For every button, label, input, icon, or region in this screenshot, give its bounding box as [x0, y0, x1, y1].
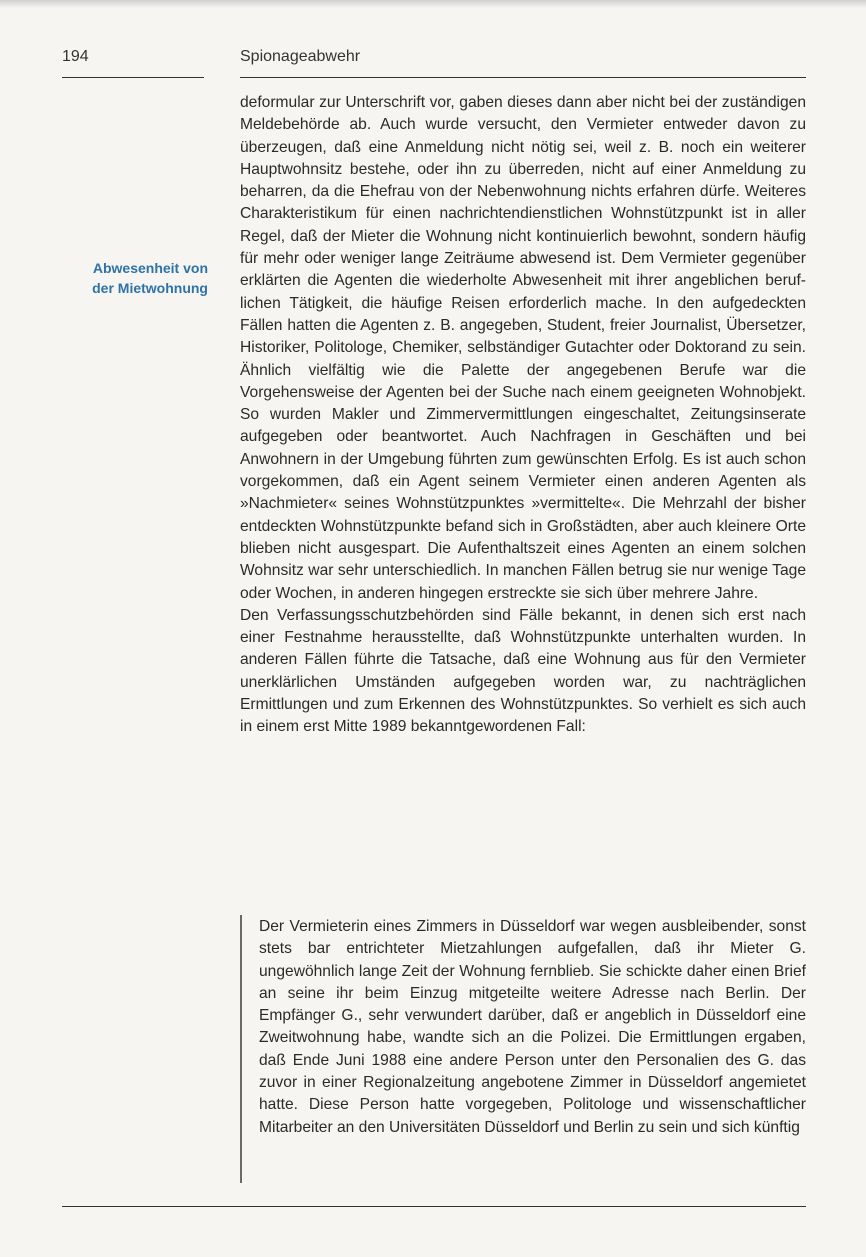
header-rule-right — [240, 77, 806, 78]
marginal-note-line2: der Mietwohnung — [92, 280, 208, 296]
case-example — [259, 916, 806, 1139]
case-example-bar — [240, 915, 242, 1183]
case-example-text: Der Vermieterin eines Zimmers in Düsseldorf war wegen ausbleibender, sonst stets bar entrichteter Mietzahlungen aufgefallen, daß ihr Mieter G. ungewöhnlich lange Zeit der Wohnung fernblieb. Sie schickte daher einen Brief an seine ihr beim Einzug mitgeteilte weitere Adresse nach Berlin. Der Empfänger G., sehr verwundert darüber, daß er angeblich in Düsseldorf eine Zweitwohnung habe, wandte sich an die Polizei. Die Ermittlungen ergaben, daß Ende Juni 1988 eine andere Person unter den Personalien des G. das zuvor in einer Regionalzeitung angebotene Zimmer in Düsseldorf angemietet hatte. Diese Person hatte vorgegeben, Politologe und wissenschaftlicher Mitarbeiter an den Universitäten Düsseldorf und Berlin zu sein und sich künftig — [259, 918, 806, 1136]
scan-edge-shade — [0, 0, 866, 8]
body-paragraph-1: deformular zur Unterschrift vor, gaben dieses dann aber nicht bei der zuständigen Meldebehörde ab. Auch wurde versucht, den Vermieter entweder davon zu überzeugen, daß eine Anmeldung nicht nötig sei, weil z. B. noch ein weiterer Hauptwohnsitz bestehe, oder ihn zu überreden, nicht auf einer Anmeldung zu beharren, da die Ehefrau von der Nebenwohnung nichts erfahren dürfe. Weiteres Charakteristikum für einen nachrichtendienstlichen Wohnstützpunkt ist in aller Regel, daß der Mieter die Wohnung nicht kontinuierlich bewohnt, sondern häufig für mehr oder weniger lange Zeiträume abwesend ist. Dem Vermieter gegenüber erklärten die Agenten die wiederholte Abwesenheit mit ihrer angeblichen beruflichen Tätigkeit, die häufige Reisen erforderlich mache. In den aufgedeckten Fällen hatten die Agenten z. B. angegeben, Student, freier Journalist, Übersetzer, Historiker, Politologe, Chemiker, selbständiger Gutachter oder Doktorand zu sein. Ähnlich vielfältig wie die Palette der angegebenen Berufe war die Vorgehensweise der Agenten bei der Suche nach einem geeigneten Wohnobjekt. So wurden Makler und Zimmervermittlungen eingeschaltet, Zeitungsinserate aufgegeben oder beantwortet. Auch Nachfragen in Geschäften und bei Anwohnern in der Umgebung führten zum gewünschten Erfolg. Es ist auch schon vorgekommen, daß ein Agent seinem Vermieter einen anderen Agenten als »Nachmieter« seines Wohnstützpunktes »vermittelte«. Die Mehrzahl der bisher entdeckten Wohnstützpunkte befand sich in Großstädten, aber auch kleinere Orte blieben nicht ausgespart. Die Aufenthaltszeit eines Agenten an einem solchen Wohnsitz war sehr unterschiedlich. In manchen Fällen betrug sie nur wenige Tage oder Wochen, in anderen hingegen erstreckte sie sich über mehrere Jahre. — [240, 94, 806, 602]
marginal-note-line1: Abwesenheit von — [92, 260, 208, 276]
marginal-note — [30, 258, 208, 298]
running-title: Spionageabwehr — [240, 48, 361, 65]
footer-rule — [62, 1206, 806, 1207]
header-rule-left — [62, 77, 204, 78]
body-paragraph-2: Den Verfassungsschutzbehörden sind Fälle bekannt, in denen sich erst nach einer Festnahme herausstellte, daß Wohnstützpunkte unterhalten wurden. In anderen Fällen führte die Tatsache, daß eine Wohnung aus für den Vermieter unerklärlichen Umständen aufgegeben worden war, zu nachträglichen Ermittlungen und zum Erkennen des Wohnstützpunktes. So verhielt es sich auch in einem erst Mitte 1989 bekanntgewordenen Fall: — [240, 606, 806, 736]
page-number: 194 — [62, 48, 89, 65]
body-text — [240, 92, 806, 739]
